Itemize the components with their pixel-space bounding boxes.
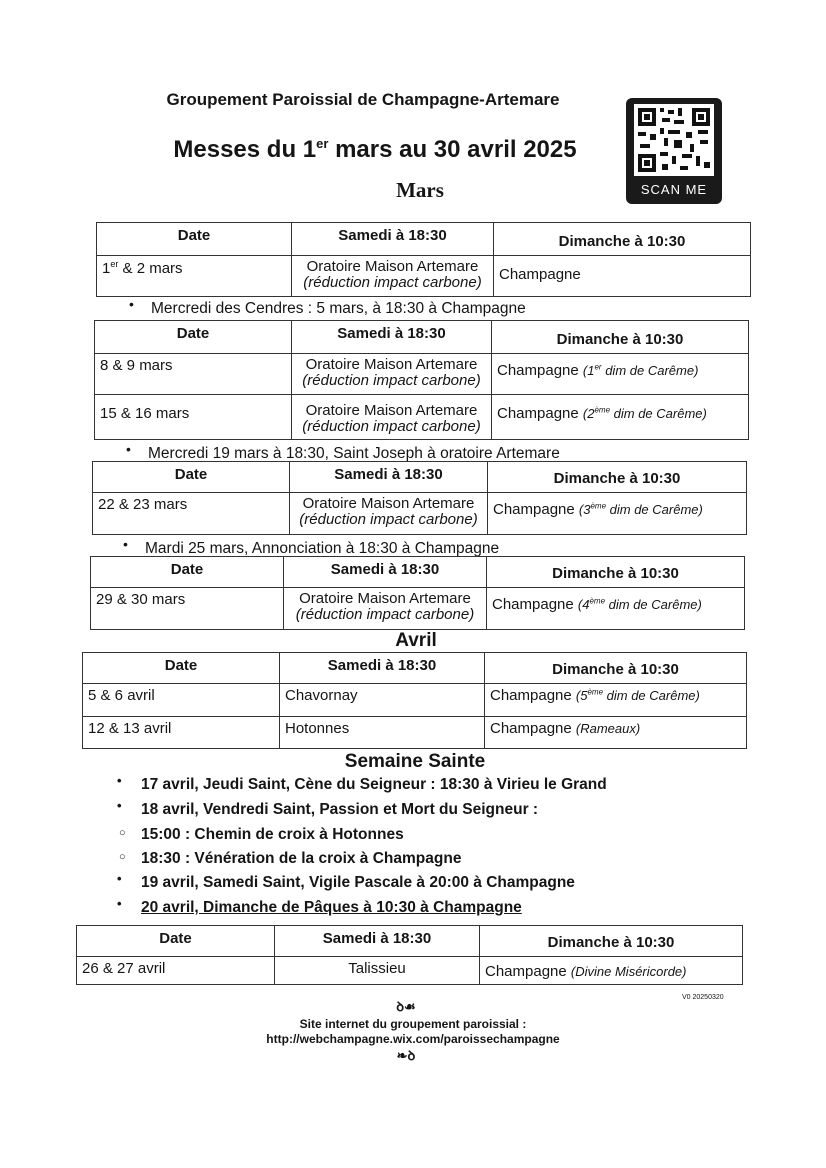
dimanche-header: Dimanche à 10:30: [487, 557, 745, 588]
organization-title: Groupement Paroissial de Champagne-Artemare: [166, 90, 560, 109]
table-row: [83, 717, 747, 749]
date-cell: 8 & 9 mars: [95, 354, 292, 395]
title-suffix: mars au 30 avril 2025: [328, 136, 577, 163]
dimanche-place: Champagne: [493, 501, 575, 518]
note-superscript: er: [594, 362, 602, 372]
careme-note: [583, 363, 699, 378]
dimanche-place: Champagne: [485, 963, 567, 980]
samedi-cell: [290, 493, 488, 535]
table-header-row: [91, 557, 745, 588]
title-superscript: er: [316, 136, 329, 151]
oratoire-name: Oratoire Maison Artemare: [305, 402, 478, 419]
samedi-header: Samedi à 18:30: [292, 223, 494, 256]
samedi-header: Samedi à 18:30: [292, 321, 492, 354]
ornament-bottom-icon: ❧ꝺ: [396, 1048, 416, 1063]
dimanche-place: Champagne: [497, 405, 579, 422]
list-item: [117, 871, 761, 892]
date-cell: 15 & 16 mars: [95, 395, 292, 440]
circle-bullet-icon: ○: [119, 827, 126, 839]
samedi-header: Samedi à 18:30: [284, 557, 487, 588]
note-prefix: (2: [582, 406, 595, 421]
date-cell: 22 & 23 mars: [93, 493, 290, 535]
site-label: Site internet du groupement paroissial :: [299, 1017, 527, 1031]
note-prefix: (5: [575, 688, 588, 703]
ornament-top-icon: ꝺ☙: [396, 999, 416, 1014]
table-header-row: [83, 653, 747, 684]
misericorde-note: (Divine Miséricorde): [570, 964, 687, 979]
samedi-cell: Chavornay: [280, 684, 485, 717]
careme-note: [578, 597, 702, 612]
dimanche-place: Champagne: [490, 720, 572, 737]
date-header: Date: [97, 223, 292, 256]
date-cell: 12 & 13 avril: [83, 717, 280, 749]
title-prefix: Messes du 1: [173, 136, 317, 163]
note-superscript: ème: [589, 596, 606, 606]
samedi-header: Samedi à 18:30: [290, 462, 488, 493]
bullet-icon: •: [123, 536, 128, 552]
dimanche-header: Dimanche à 10:30: [492, 321, 749, 354]
date-header: Date: [83, 653, 280, 684]
table-header-row: [93, 462, 747, 493]
date-cell: [97, 256, 292, 297]
dimanche-cell: [485, 717, 747, 749]
event-note-text: Mardi 25 mars, Annonciation à 18:30 à Champagne: [145, 540, 500, 557]
qr-code-icon: [634, 104, 714, 176]
mass-table-mars-1: [96, 222, 751, 297]
note-suffix: dim de Carême): [603, 688, 700, 703]
list-item: [117, 896, 761, 917]
dimanche-header: Dimanche à 10:30: [480, 926, 743, 957]
event-note-text: Mercredi 19 mars à 18:30, Saint Joseph à oratoire Artemare: [148, 445, 560, 462]
dimanche-header: Dimanche à 10:30: [494, 223, 751, 256]
dimanche-cell: [492, 354, 749, 395]
mass-table-mars-3: [92, 461, 747, 535]
note-superscript: ème: [587, 687, 604, 697]
samedi-cell: Hotonnes: [280, 717, 485, 749]
mass-table-final: [76, 925, 743, 985]
list-item-text: 15:00 : Chemin de croix à Hotonnes: [141, 826, 404, 843]
oratoire-note: (réduction impact carbone): [295, 606, 475, 623]
table-header-row: [97, 223, 751, 256]
semaine-sainte-heading: Semaine Sainte: [344, 751, 486, 772]
dimanche-header: Dimanche à 10:30: [485, 653, 747, 684]
list-item-text: 18:30 : Vénération de la croix à Champagne: [141, 850, 462, 867]
date-header: Date: [91, 557, 284, 588]
table-row: [93, 493, 747, 535]
list-item: [117, 773, 761, 794]
date-superscript: er: [110, 259, 119, 269]
dimanche-cell: [488, 493, 747, 535]
table-row: [77, 957, 743, 985]
table-row: [95, 354, 749, 395]
note-prefix: (3: [578, 502, 591, 517]
qr-code[interactable]: [626, 98, 722, 204]
samedi-cell: [292, 395, 492, 440]
date-header: Date: [77, 926, 275, 957]
list-item-text: 20 avril, Dimanche de Pâques à 10:30 à Champagne: [141, 899, 522, 916]
qr-pattern: [634, 104, 714, 176]
circle-bullet-icon: ○: [119, 851, 126, 863]
date-prefix: 1: [102, 260, 111, 277]
samedi-header: Samedi à 18:30: [275, 926, 480, 957]
samedi-cell: [292, 256, 494, 297]
dimanche-cell: [494, 256, 751, 297]
table-row: [91, 588, 745, 630]
month-heading-avril: Avril: [395, 630, 437, 651]
date-suffix: & 2 mars: [118, 260, 183, 277]
table-row: [95, 395, 749, 440]
date-cell: 29 & 30 mars: [91, 588, 284, 630]
oratoire-name: Oratoire Maison Artemare: [299, 590, 471, 607]
mass-table-mars-2: [94, 320, 749, 440]
table-row: [97, 256, 751, 297]
oratoire-name: Oratoire Maison Artemare: [306, 258, 479, 275]
month-heading-mars: Mars: [396, 178, 444, 202]
semaine-sainte-list: [117, 773, 761, 924]
note-suffix: dim de Carême): [601, 363, 699, 378]
oratoire-note: (réduction impact carbone): [303, 274, 482, 291]
careme-note: [583, 406, 707, 421]
list-item-text: 19 avril, Samedi Saint, Vigile Pascale à 20:00 à Champagne: [141, 874, 575, 891]
bullet-icon: •: [129, 296, 134, 312]
bullet-icon: •: [117, 896, 122, 911]
list-subitem: [117, 826, 761, 844]
table-header-row: [77, 926, 743, 957]
bullet-icon: •: [117, 773, 122, 788]
table-row: [83, 684, 747, 717]
bullet-icon: •: [117, 871, 122, 886]
dimanche-cell: [492, 395, 749, 440]
rameaux-note: (Rameaux): [575, 721, 641, 736]
mass-table-mars-4: [90, 556, 745, 630]
oratoire-name: Oratoire Maison Artemare: [305, 356, 478, 373]
samedi-cell: [292, 354, 492, 395]
version-stamp: V0 20250320: [682, 994, 724, 1001]
dimanche-place: Champagne: [492, 596, 574, 613]
oratoire-note: (réduction impact carbone): [302, 418, 481, 435]
oratoire-note: (réduction impact carbone): [299, 511, 478, 528]
event-note-text: Mercredi des Cendres : 5 mars, à 18:30 à Champagne: [151, 300, 526, 317]
samedi-cell: [284, 588, 487, 630]
list-item-text: 18 avril, Vendredi Saint, Passion et Mort du Seigneur :: [141, 801, 539, 818]
bullet-icon: •: [126, 441, 131, 457]
table-header-row: [95, 321, 749, 354]
oratoire-note: (réduction impact carbone): [302, 372, 481, 389]
dimanche-place: Champagne: [490, 687, 572, 704]
date-header: Date: [95, 321, 292, 354]
dimanche-cell: [480, 957, 743, 985]
list-item-text: 17 avril, Jeudi Saint, Cène du Seigneur : 18:30 à Virieu le Grand: [141, 776, 607, 793]
note-suffix: dim de Carême): [605, 597, 702, 612]
note-superscript: ème: [594, 405, 611, 415]
date-cell: 26 & 27 avril: [77, 957, 275, 985]
dimanche-cell: [485, 684, 747, 717]
dimanche-place: Champagne: [499, 266, 581, 283]
samedi-header: Samedi à 18:30: [280, 653, 485, 684]
oratoire-name: Oratoire Maison Artemare: [302, 495, 475, 512]
mass-table-avril: [82, 652, 747, 749]
careme-note: [576, 688, 700, 703]
samedi-cell: Talissieu: [275, 957, 480, 985]
qr-scan-label: SCAN ME: [640, 182, 708, 197]
dimanche-header: Dimanche à 10:30: [488, 462, 747, 493]
bullet-icon: •: [117, 798, 122, 813]
date-cell: 5 & 6 avril: [83, 684, 280, 717]
list-subitem: [117, 850, 761, 868]
note-suffix: dim de Carême): [610, 406, 707, 421]
site-url-link[interactable]: http://webchampagne.wix.com/paroissechampagne: [266, 1032, 560, 1046]
note-prefix: (1: [582, 363, 595, 378]
note-prefix: (4: [577, 597, 590, 612]
note-superscript: ème: [590, 501, 607, 511]
dimanche-place: Champagne: [497, 362, 579, 379]
date-header: Date: [93, 462, 290, 493]
note-suffix: dim de Carême): [606, 502, 703, 517]
event-note-cendres: [129, 296, 526, 318]
list-item: [117, 798, 761, 819]
careme-note: [579, 502, 703, 517]
dimanche-cell: [487, 588, 745, 630]
